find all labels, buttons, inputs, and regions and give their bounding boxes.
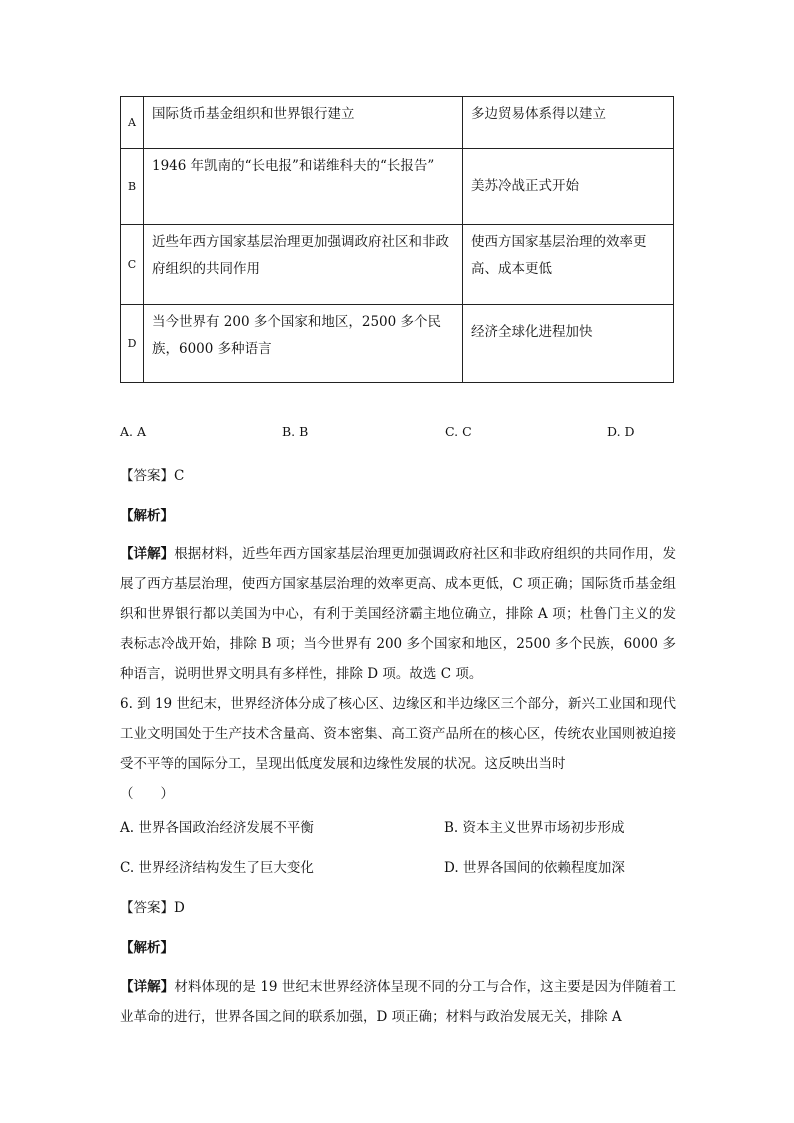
choice-b[interactable]: B. 资本主义世界市场初步形成 (444, 820, 625, 836)
q5-answer: 【答案】C (120, 468, 185, 484)
q6-question-text: 6. 到 19 世纪末，世界经济体分成了核心区、边缘区和半边缘区三个部分，新兴工业国和现代工业文明国处于生产技术含量高、资本密集、高工资产品所在的核心区，传统农业国则被迫接受不平等的国际分工，呈现出低度发展和边缘性发展的状况。这反映出当时 (120, 696, 676, 772)
row-right-text: 多边贸易体系得以建立 (471, 106, 606, 122)
row-left-text: 国际货币基金组织和世界银行建立 (152, 106, 355, 122)
choice-d[interactable]: D. 世界各国间的依赖程度加深 (444, 860, 625, 876)
table-row (121, 149, 674, 225)
q6-bracket: （ ） (120, 786, 174, 802)
q6-detail-text: 材料体现的是 19 世纪末世界经济体呈现不同的分工与合作，这主要是因为伴随着工业革命的进行，世界各国之间的联系加强，D 项正确；材料与政治发展无关，排除 A (120, 979, 676, 1025)
q5-analysis-label: 【解析】 (120, 508, 174, 524)
q5-detail-text: 根据材料，近些年西方国家基层治理更加强调政府社区和非政府组织的共同作用，发展了西方基层治理，使西方国家基层治理的效率更高、成本更低，C 项正确；国际货币基金组织和世界银行都以美国为中心，有利于美国经济霸主地位确立，排除 A 项；杜鲁门主义的发表标志冷战开始，排除 B 项；当今世界有 200 多个国家和地区，2500 多个民族，6000 多种语言，说明世界文明具有多样性，排除 D 项。故选 C 项。 (120, 546, 676, 682)
row-letter: D (121, 305, 144, 383)
row-right-text: 使西方国家基层治理的效率更高、成本更低 (471, 234, 647, 277)
choice-d[interactable]: D. D (607, 424, 635, 439)
q6-detail (120, 972, 676, 1032)
table-row (121, 97, 674, 149)
options-table (120, 96, 674, 383)
row-right-text: 美苏冷战正式开始 (471, 178, 579, 194)
table-row (121, 225, 674, 305)
table-row (121, 305, 674, 383)
q6-detail-tag: 【详解】 (120, 979, 175, 995)
row-right-text: 经济全球化进程加快 (471, 324, 593, 340)
q6-answer: 【答案】D (120, 900, 185, 916)
q5-detail-tag: 【详解】 (120, 546, 175, 562)
choice-c[interactable]: C. C (445, 424, 472, 439)
row-left-text: 1946 年凯南的“长电报”和诺维科夫的“长报告” (152, 158, 435, 174)
choice-c[interactable]: C. 世界经济结构发生了巨大变化 (120, 860, 314, 876)
choice-a[interactable]: A. 世界各国政治经济发展不平衡 (120, 820, 314, 836)
row-left-text: 近些年西方国家基层治理更加强调政府社区和非政府组织的共同作用 (152, 234, 449, 277)
row-letter: C (121, 225, 144, 305)
row-left-text: 当今世界有 200 多个国家和地区，2500 多个民族，6000 多种语言 (152, 314, 441, 357)
row-letter: B (121, 149, 144, 225)
q6-analysis-label: 【解析】 (120, 940, 174, 956)
q5-choices (120, 424, 680, 444)
q5-detail (120, 539, 676, 689)
q6-question (120, 689, 676, 809)
choice-a[interactable]: A. A (120, 424, 147, 439)
row-letter: A (121, 97, 144, 149)
choice-b[interactable]: B. B (282, 424, 309, 439)
